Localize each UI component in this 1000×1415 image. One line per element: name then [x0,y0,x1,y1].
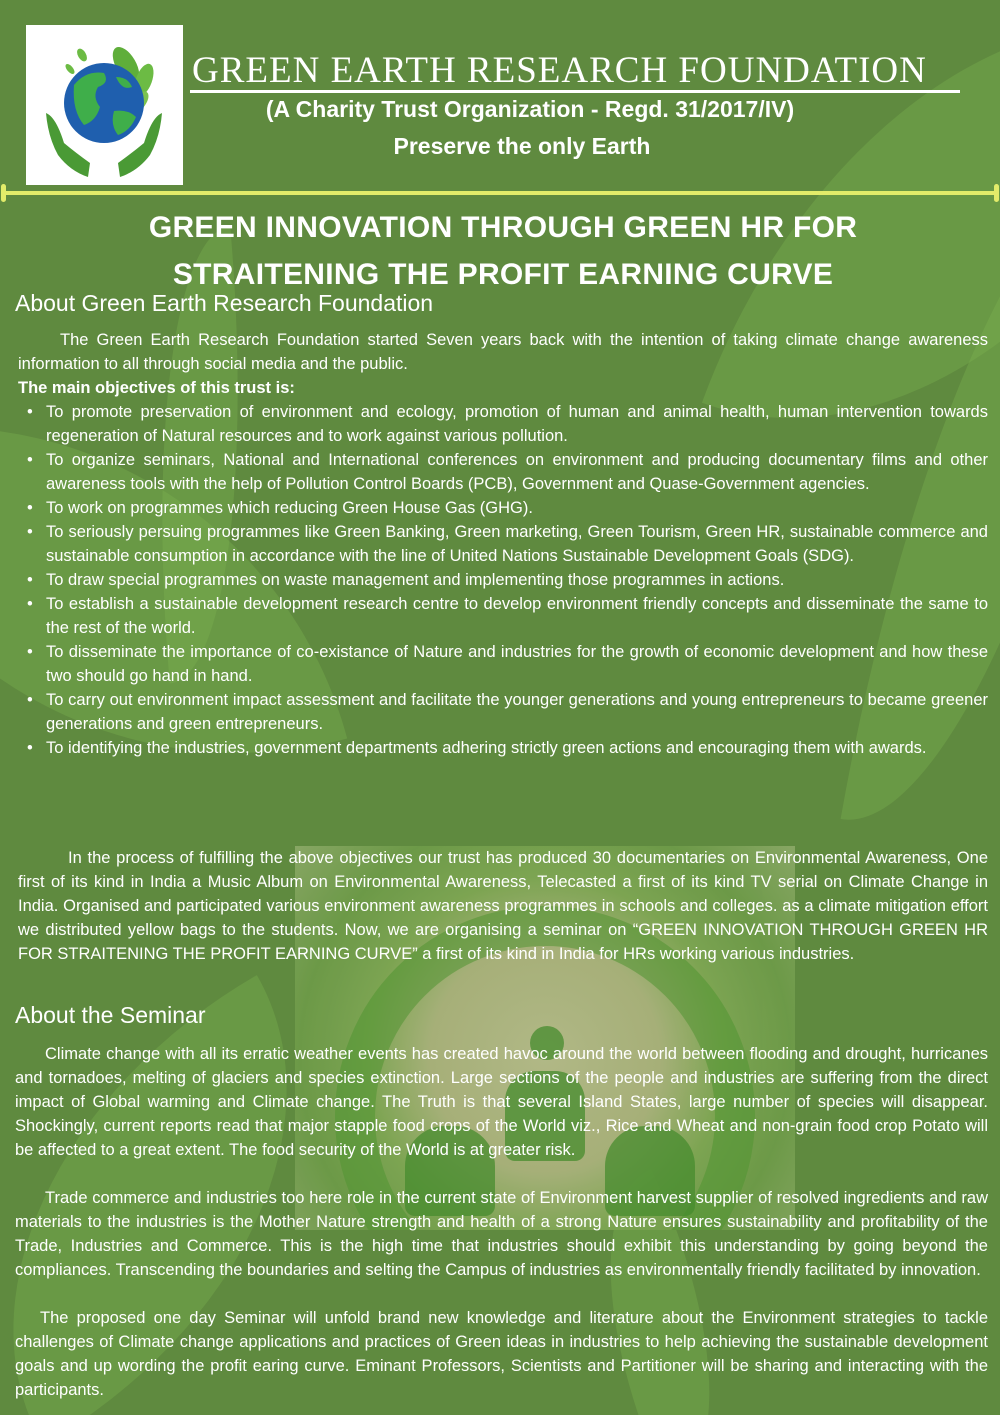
foundation-intro-paragraph: The Green Earth Research Foundation started Seven years back with the intention of taking climate change awareness information to all through social media and the public. [18,331,988,373]
objectives-label: The main objectives of this trust is: [18,379,295,397]
objective-item: • To disseminate the importance of co-existance of Nature and industries for the growth of economic development and how these two should go hand in hand. [18,640,988,688]
event-title-line-1: GREEN INNOVATION THROUGH GREEN HR FOR [148,211,858,244]
section-heading-about-foundation: About Green Earth Research Foundation [15,290,434,316]
objective-item: • To carry out environment impact assessment and facilitate the younger generations and young entrepreneurs to became greener generations and green entrepreneurs. [18,688,988,736]
objective-item: • To identifying the industries, government departments adhering strictly green actions and encouraging them with awards. [18,736,988,760]
objective-item: • To seriously persuing programmes like Green Banking, Green marketing, Green Tourism, Green HR, sustainable commerce and sustainable consumption in accordance with the line of United Nations Sustainable Development Goals (SDG). [18,520,988,568]
logo [26,25,183,185]
organization-name: GREEN EARTH RESEARCH FOUNDATION [190,52,960,93]
objective-item: • To promote preservation of environment and ecology, promotion of human and animal health, human intervention towards regeneration of Natural resources and to work against various pollution. [18,400,988,448]
organization-subtitle: (A Charity Trust Organization - Regd. 31/2017/IV) [265,96,795,122]
objective-item: • To work on programmes which reducing Green House Gas (GHG). [18,496,988,520]
seminar-paragraph: Trade commerce and industries too here role in the current state of Environment harvest supplier of resolved ingredients and raw materials to the industries is the Mother Nature strength and health of a strong Nature ensures sustainability and profitability of the Trade, Industries and Commerce. This is the high time that industries should exhibit this understanding by going beyond the compliances. Transcending the boundaries and selting the Campus of industries as environmentally friendly facilitated by innovation. [15,1189,988,1279]
event-title-line-2: STRAITENING THE PROFIT EARNING CURVE [172,258,834,291]
section-heading-about-seminar: About the Seminar [15,1002,206,1028]
seminar-paragraph: The proposed one day Seminar will unfold brand new knowledge and literature about the Environment strategies to tackle challenges of Climate change applications and practices of Green ideas in industries to help achieving the sustainable development goals and up wording the profit earing curve. Eminant Professors, Scientists and Partitioner will be sharing and interacting with the participants. [15,1309,988,1399]
organization-tagline: Preserve the only Earth [393,133,651,159]
objective-item: • To establish a sustainable development research centre to develop environment friendly concepts and disseminate the same to the rest of the world. [18,592,988,640]
seminar-paragraph: Climate change with all its erratic weather events has created havoc around the world between flooding and drought, hurricanes and tornadoes, melting of glaciers and species extinction. Large sections of the people and industries are suffering from the direct impact of Global warming and Climate change. The Truth is that several Island States, large number of species will disappear. Shockingly, current reports read that major stapple food crops of the World viz., Rice and Wheat and non-grain food crop Potato will be affected to a great extent. The food security of the World is at greater risk. [15,1045,988,1159]
objective-item: • To draw special programmes on waste management and implementing those programmes in actions. [18,568,988,592]
objectives-list [18,400,988,760]
event-title [0,204,1000,298]
header-divider [3,191,997,195]
earth-in-hands-logo-icon [26,25,183,185]
achievements-paragraph: In the process of fulfilling the above objectives our trust has produced 30 documentaries on Environmental Awareness, One first of its kind in India a Music Album on Environmental Awareness, Telecasted a first of its kind TV serial on Climate Change in India. Organised and participated various environment awareness programmes in schools and colleges. as a climate mitigation effort we distributed yellow bags to the students. Now, we are organising a seminar on “GREEN INNOVATION THROUGH GREEN HR FOR STRAITENING THE PROFIT EARNING CURVE” a first of its kind in India for HRs working various industries. [18,849,988,963]
objective-item: • To organize seminars, National and International conferences on environment and producing documentary films and other awareness tools with the help of Pollution Control Boards (PCB), Government and Quase-Government agencies. [18,448,988,496]
